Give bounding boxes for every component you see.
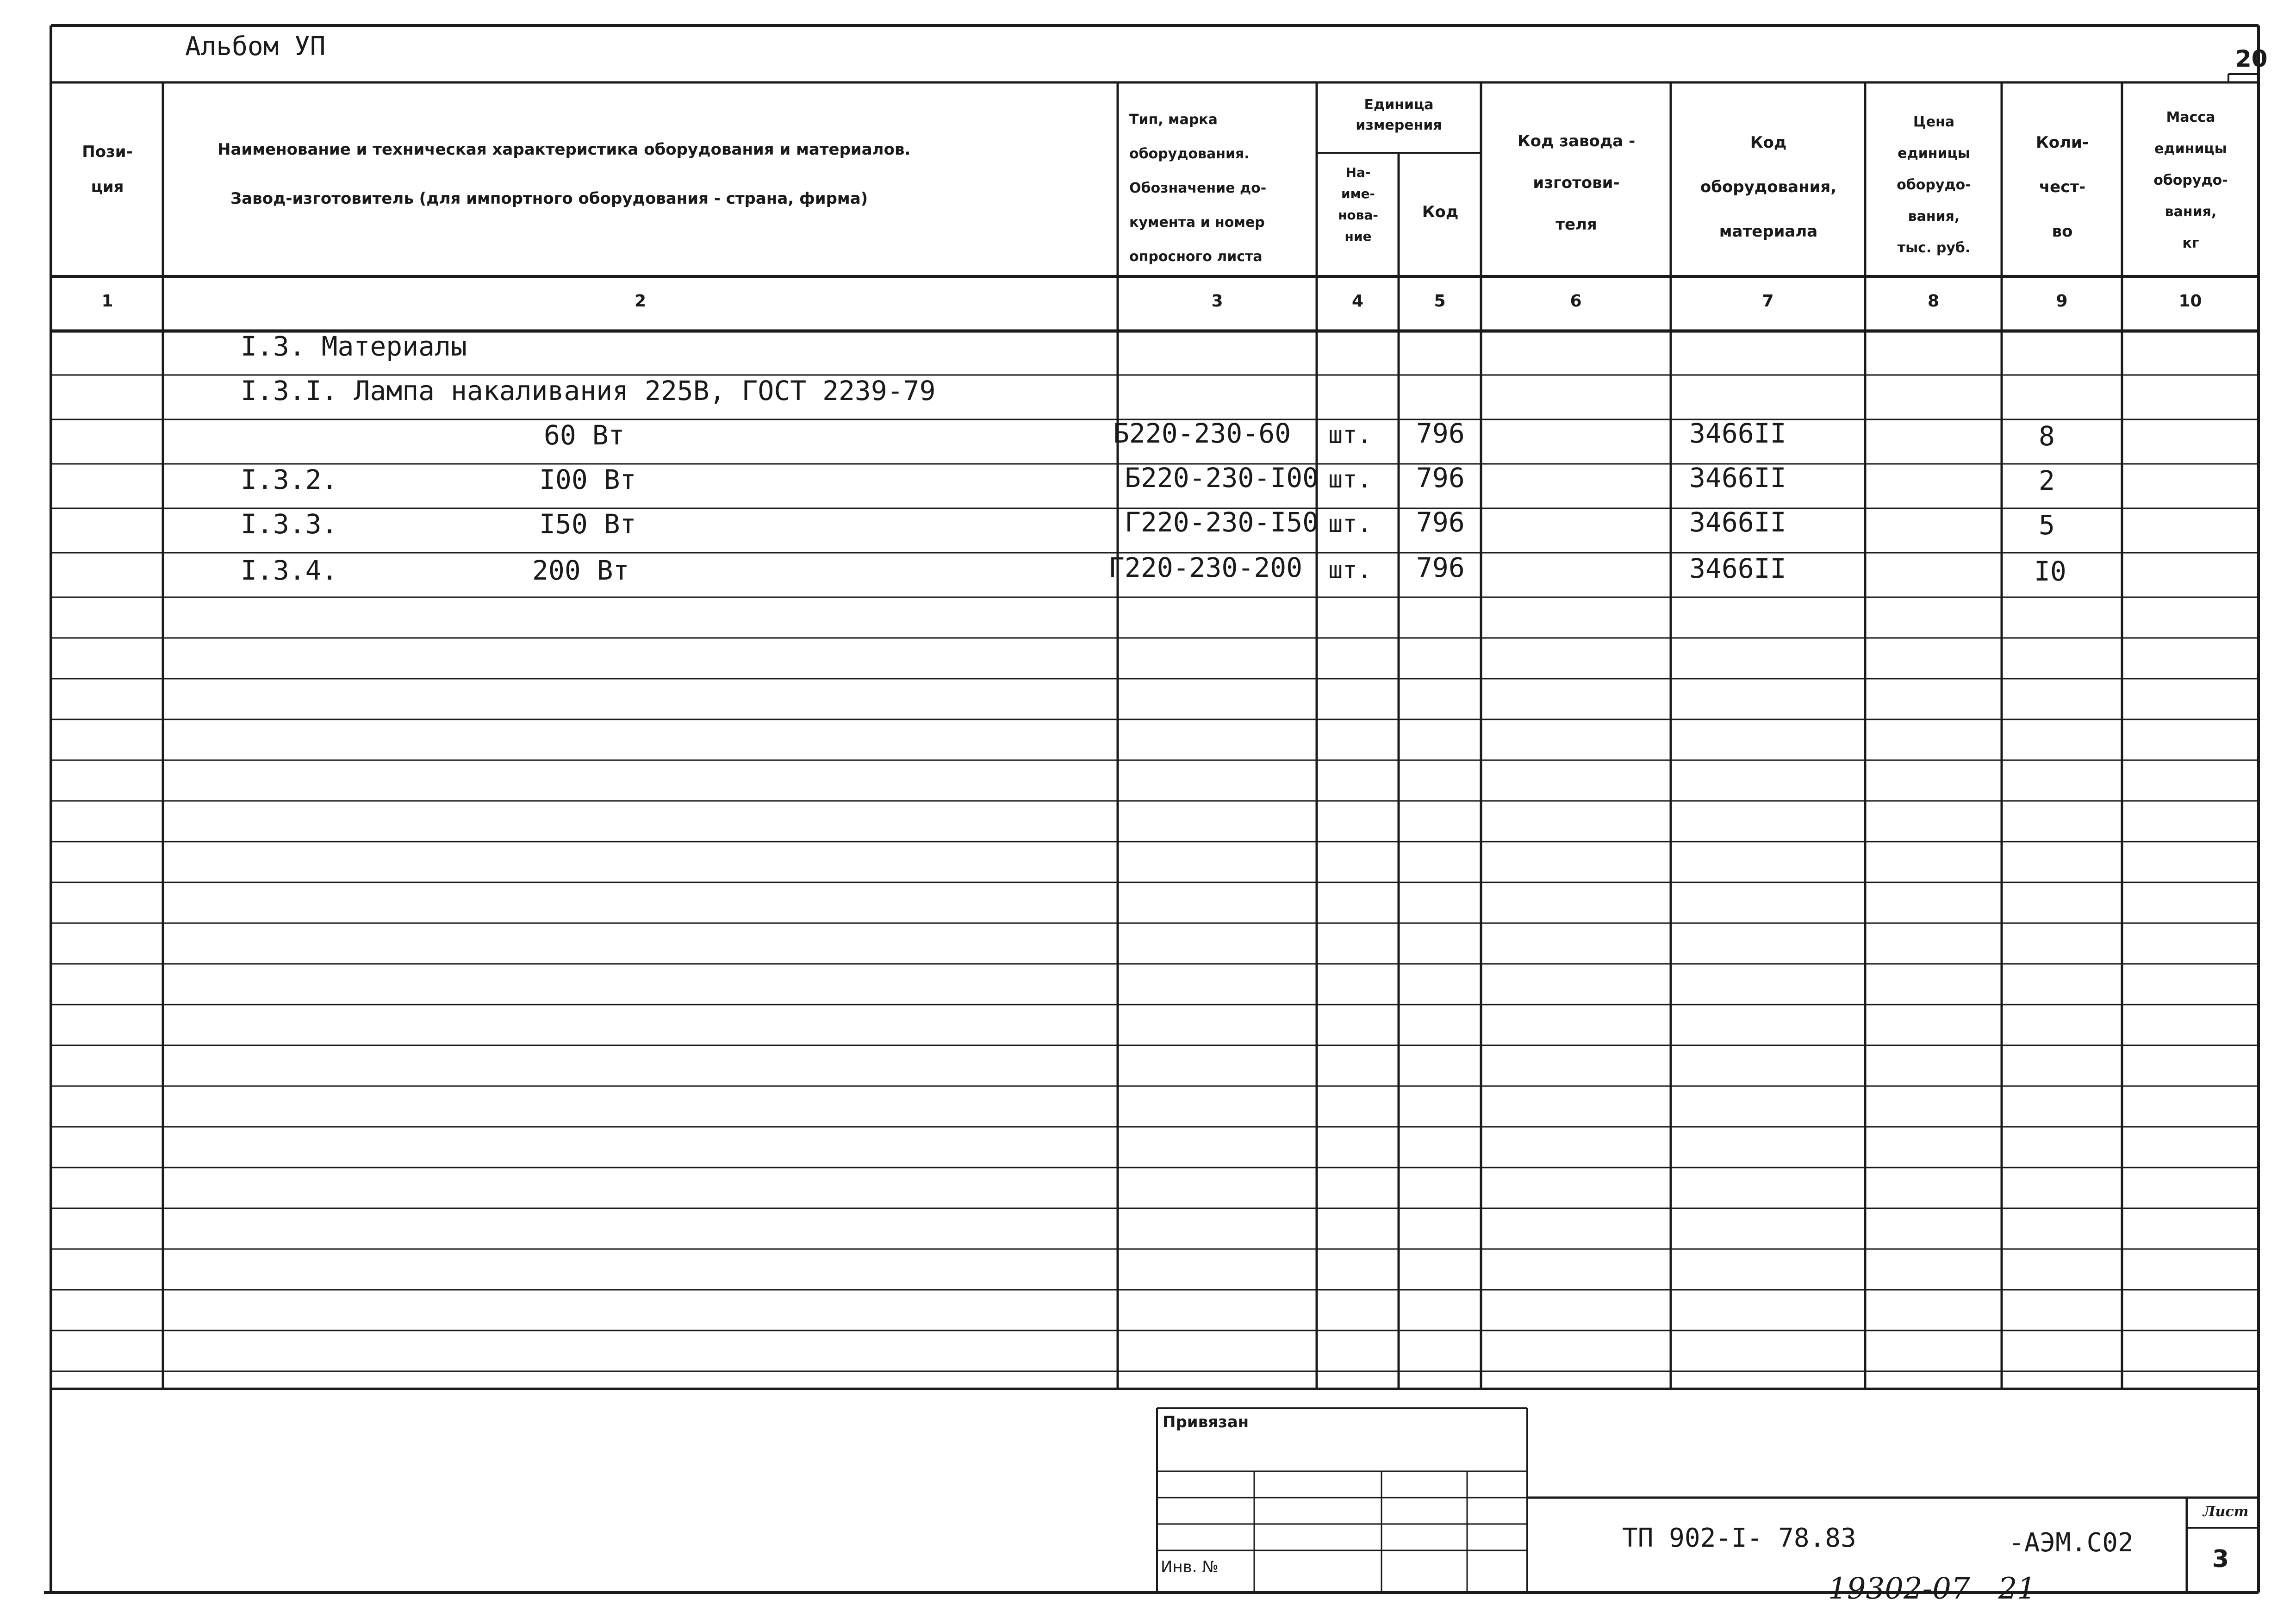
table-row-name: I.3.3. <box>241 508 338 540</box>
document-suffix: -АЭМ.С02 <box>2009 1528 2134 1558</box>
table-row-equipment-code: 3466II <box>1689 553 1786 584</box>
header-quantity: Коли- чест- во <box>2036 133 2089 241</box>
column-number: 5 <box>1434 292 1446 311</box>
table-row-item-title: I.3.I. Лампа накаливания 225В, ГОСТ 2239-79 <box>241 375 936 406</box>
table-row-unit-code: 796 <box>1416 552 1465 583</box>
column-number: 6 <box>1570 292 1582 311</box>
inventory-number-label: Инв. № <box>1161 1558 1219 1576</box>
column-number: 7 <box>1762 292 1774 311</box>
header-mass: Масса единицы оборудо- вания, кг <box>2153 109 2228 251</box>
table-row-name: I.3.4. <box>241 555 338 586</box>
table-row-name-detail: 200 Вт <box>532 555 629 586</box>
table-row-quantity: 8 <box>2039 420 2055 452</box>
table-row-equipment-code: 3466II <box>1689 418 1786 449</box>
header-position: Пози- ция <box>82 143 133 196</box>
table-row-unit: шт. <box>1328 510 1372 538</box>
column-number: 9 <box>2056 292 2068 311</box>
header-type: Тип, марка оборудования. Обозначение до- кумента и номер опросного листа <box>1129 112 1267 265</box>
header-unit-code: Код <box>1422 203 1459 221</box>
header-unit-group: Единица измерения <box>1356 97 1442 133</box>
table-row-equipment-code: 3466II <box>1689 506 1786 538</box>
attached-label: Привязан <box>1163 1413 1249 1431</box>
table-row-type: Г220-230-200 <box>1108 552 1303 583</box>
table-row-type: Б220-230-60 <box>1113 418 1291 449</box>
table-row-unit-code: 796 <box>1416 462 1465 493</box>
table-row-unit: шт. <box>1328 466 1372 493</box>
column-number: 4 <box>1351 292 1364 311</box>
sheet-label: Лист <box>2203 1504 2249 1520</box>
table-row-name: I.3.2. <box>241 464 338 495</box>
table-row-equipment-code: 3466II <box>1689 462 1786 493</box>
table-row-quantity: 5 <box>2039 509 2055 541</box>
column-number: 1 <box>101 292 113 311</box>
header-price: Цена единицы оборудо- вания, тыс. руб. <box>1897 114 1971 256</box>
table-row-quantity: 2 <box>2039 465 2055 496</box>
column-number: 3 <box>1211 292 1223 311</box>
column-number: 8 <box>1927 292 1940 311</box>
header-equipment-code: Код оборудования, материала <box>1700 133 1837 241</box>
column-number: 2 <box>634 292 647 311</box>
table-row-unit-code: 796 <box>1416 418 1465 449</box>
handwritten-footer: 19302-07 21 <box>1828 1572 2036 1606</box>
sheet-number: 3 <box>2212 1545 2229 1573</box>
table-row-name-detail: I00 Вт <box>539 464 636 495</box>
table-row-unit: шт. <box>1328 556 1372 584</box>
sheet-corner-number: 20 <box>2235 45 2268 72</box>
table-row-unit-code: 796 <box>1416 506 1465 538</box>
header-unit-name: На- име- нова- ние <box>1338 165 1378 244</box>
album-title: Альбом УП <box>185 31 326 62</box>
table-row-unit: шт. <box>1328 421 1372 449</box>
table-row-section-title: I.3. Материалы <box>241 331 467 362</box>
header-name: Наименование и техническая характеристика оборудования и материалов. Завод-изготовитель (для импортного оборудования - страна, фирма) <box>218 140 911 208</box>
table-row-type: Б220-230-I00 <box>1125 462 1319 493</box>
table-row-quantity: I0 <box>2034 556 2066 587</box>
table-row-name: 60 Вт <box>544 419 625 451</box>
table-row-type: Г220-230-I50 <box>1125 506 1319 538</box>
column-number: 10 <box>2178 292 2202 311</box>
table-row-name-detail: I50 Вт <box>539 508 636 540</box>
header-maker-code: Код завода - изготови- теля <box>1517 132 1636 234</box>
document-code: ТП 902-I- 78.83 <box>1622 1523 1856 1553</box>
